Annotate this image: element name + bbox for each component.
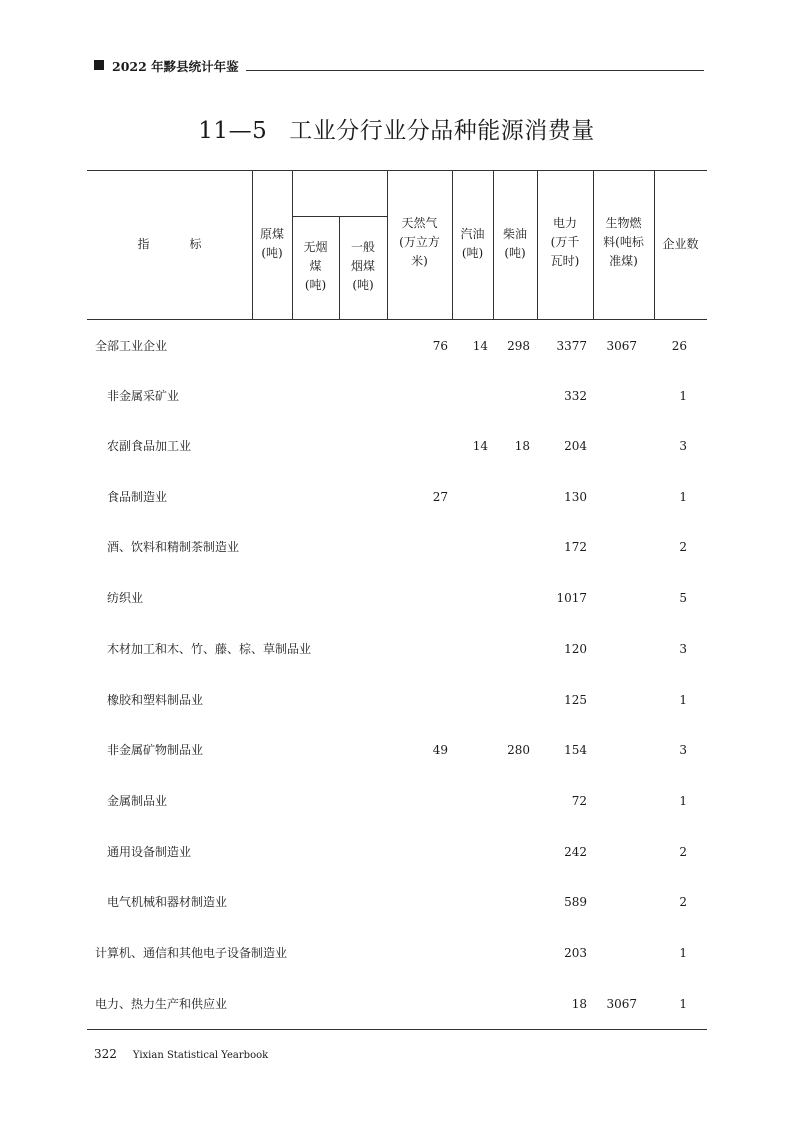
col-diesel: 柴油 (吨)	[502, 227, 527, 260]
col-indicator: 指 标	[137, 237, 202, 251]
header-square-icon	[94, 60, 104, 70]
col-raw-coal: 原煤 (吨)	[259, 227, 284, 260]
col-natural-gas: 天然气 (万立方 米)	[399, 216, 440, 268]
page-footer	[94, 1047, 268, 1061]
table-number: 11—5	[198, 118, 268, 144]
table-title	[0, 112, 793, 145]
table-row: 酒、饮料和精制茶制造业 172 2	[107, 540, 687, 554]
table-row: 全部工业企业 76 14 298 3377 3067 26	[95, 339, 687, 353]
col-enterprises: 企业数	[662, 237, 699, 251]
header-rule	[246, 70, 704, 71]
table-title-text: 工业分行业分品种能源消费量	[289, 118, 595, 144]
table-header-rule	[87, 319, 707, 320]
col-bituminous: 一般 烟煤 (吨)	[350, 240, 375, 292]
running-header	[94, 58, 704, 76]
col-electricity: 电力 (万千 瓦时)	[550, 216, 580, 268]
table-row: 计算机、通信和其他电子设备制造业 203 1	[95, 946, 687, 960]
table-row: 木材加工和木、竹、藤、棕、草制品业 120 3	[107, 642, 687, 656]
table-row: 非金属矿物制品业 49 280 154 3	[107, 743, 687, 757]
table-row: 非金属采矿业 332 1	[107, 389, 687, 403]
yearbook-title: 2022 年黟县统计年鉴	[112, 59, 239, 74]
col-biomass: 生物燃 料(吨标 准煤)	[603, 216, 644, 268]
table-row: 农副食品加工业 14 18 204 3	[107, 439, 687, 453]
table-row: 食品制造业 27 130 1	[107, 490, 687, 504]
coal-group-rule	[292, 216, 387, 217]
page-number: 322	[94, 1047, 117, 1061]
col-anthracite: 无烟 煤 (吨)	[303, 240, 328, 292]
table-top-rule	[87, 170, 707, 171]
footer-book-title: Yixian Statistical Yearbook	[132, 1050, 269, 1061]
table-row: 电力、热力生产和供应业 18 3067 1	[95, 997, 687, 1011]
table-row: 通用设备制造业 242 2	[107, 845, 687, 859]
col-gasoline: 汽油 (吨)	[460, 227, 485, 260]
table-row: 纺织业 1017 5	[107, 591, 687, 605]
table-row: 金属制品业 72 1	[107, 794, 687, 808]
table-row: 橡胶和塑料制品业 125 1	[107, 693, 687, 707]
table-row: 电气机械和器材制造业 589 2	[107, 895, 687, 909]
table-bottom-rule	[87, 1029, 707, 1030]
